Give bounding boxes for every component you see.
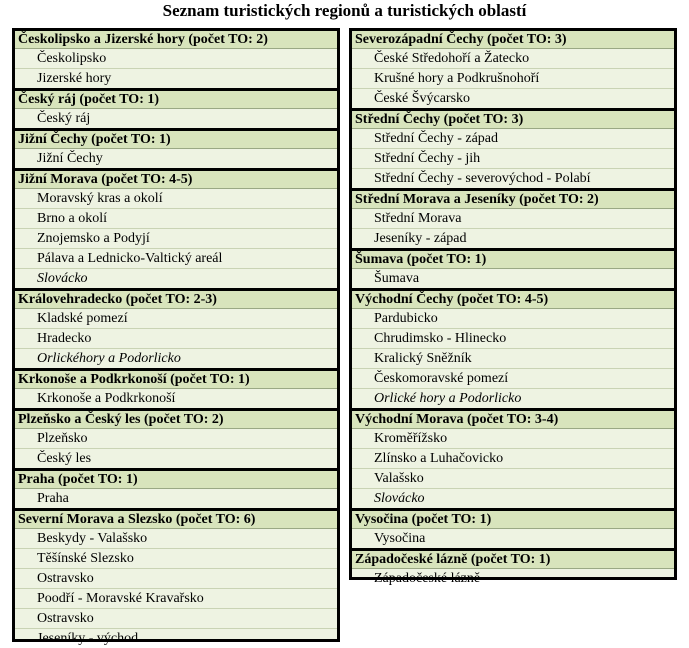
region-header: Plzeňsko a Český les (počet TO: 2): [15, 411, 337, 429]
tourist-area-item: Jižní Čechy: [37, 151, 103, 166]
left-region-column: [12, 28, 340, 646]
tourist-area-item: Jeseníky - východ: [37, 631, 139, 646]
tourist-area-item: Kladské pomezí: [15, 309, 337, 329]
region-header: Jižní Čechy (počet TO: 1): [15, 131, 337, 149]
page-title: Seznam turistických regionů a turistických oblastí: [162, 1, 527, 20]
region-block: [352, 108, 674, 188]
region-header: Praha (počet TO: 1): [15, 471, 337, 489]
tourist-area-item: Valašsko: [352, 469, 674, 489]
tourist-area-item: Orlické hory a Podorlicko: [374, 391, 522, 406]
tourist-area-item: Pálava a Lednicko-Valtický areál: [15, 249, 337, 269]
tourist-area-item: Český les: [37, 451, 92, 466]
region-block: [15, 508, 337, 648]
tourist-area-item: Těšínské Slezsko: [15, 549, 337, 569]
region-block: [352, 508, 674, 548]
region-block: [15, 368, 337, 408]
region-block: [15, 408, 337, 468]
tourist-area-item: Plzeňsko: [15, 429, 337, 449]
tourist-area-item: České Středohoří a Žatecko: [352, 49, 674, 69]
region-header: Severozápadní Čechy (počet TO: 3): [352, 31, 674, 49]
region-block: [352, 31, 674, 108]
region-header: Severní Morava a Slezsko (počet TO: 6): [15, 511, 337, 529]
tourist-area-item: Poodří - Moravské Kravařsko: [15, 589, 337, 609]
tourist-area-item: Praha: [37, 491, 69, 506]
region-header: Český ráj (počet TO: 1): [15, 91, 337, 109]
tourist-area-item: Střední Čechy - západ: [352, 129, 674, 149]
region-header: Střední Morava a Jeseníky (počet TO: 2): [352, 191, 674, 209]
right-region-column: [349, 28, 677, 586]
region-header: Střední Čechy (počet TO: 3): [352, 111, 674, 129]
tourist-area-item: Ostravsko: [15, 609, 337, 629]
region-block: [15, 128, 337, 168]
tourist-area-item: Český ráj: [37, 111, 91, 126]
tourist-area-item: Brno a okolí: [15, 209, 337, 229]
tourist-area-item: Pardubicko: [352, 309, 674, 329]
region-header: Českolipsko a Jizerské hory (počet TO: 2): [15, 31, 337, 49]
region-block: [15, 288, 337, 368]
tourist-area-item: Českolipsko: [15, 49, 337, 69]
tourist-area-item: Hradecko: [15, 329, 337, 349]
tourist-area-item: Znojemsko a Podyjí: [15, 229, 337, 249]
tourist-area-item: Střední Morava: [352, 209, 674, 229]
region-block: [352, 548, 674, 588]
tourist-area-item: Moravský kras a okolí: [15, 189, 337, 209]
region-header: Jižní Morava (počet TO: 4-5): [15, 171, 337, 189]
region-header: Východní Čechy (počet TO: 4-5): [352, 291, 674, 309]
region-block: [15, 31, 337, 88]
region-block: [352, 288, 674, 408]
tourist-area-item: Zlínsko a Luhačovicko: [352, 449, 674, 469]
tourist-area-item: Chrudimsko - Hlinecko: [352, 329, 674, 349]
tourist-area-item: Střední Čechy - jih: [352, 149, 674, 169]
region-header: Královehradecko (počet TO: 2-3): [15, 291, 337, 309]
tourist-area-item: Slovácko: [37, 271, 88, 286]
region-block: [352, 248, 674, 288]
region-block: [15, 468, 337, 508]
tourist-area-item: Kroměřížsko: [352, 429, 674, 449]
tourist-area-item: Beskydy - Valašsko: [15, 529, 337, 549]
tourist-area-item: Šumava: [374, 271, 420, 286]
tourist-area-item: Ostravsko: [15, 569, 337, 589]
tourist-area-item: Jizerské hory: [37, 71, 112, 86]
tourist-area-item: Kralický Sněžník: [352, 349, 674, 369]
region-block: [352, 188, 674, 248]
tourist-area-item: Českomoravské pomezí: [352, 369, 674, 389]
tourist-area-item: Orlickéhory a Podorlicko: [37, 351, 181, 366]
tourist-area-item: Krkonoše a Podkrkonoší: [37, 391, 176, 406]
tourist-area-item: Vysočina: [374, 531, 426, 546]
region-header: Východní Morava (počet TO: 3-4): [352, 411, 674, 429]
tourist-area-item: České Švýcarsko: [374, 91, 471, 106]
tourist-area-item: Jeseníky - západ: [374, 231, 467, 246]
tourist-area-item: Západočeské lázně: [374, 571, 481, 586]
tourist-area-item: Slovácko: [374, 491, 425, 506]
region-header: Šumava (počet TO: 1): [352, 251, 674, 269]
region-block: [352, 408, 674, 508]
region-header: Západočeské lázně (počet TO: 1): [352, 551, 674, 569]
tourist-area-item: Střední Čechy - severovýchod - Polabí: [374, 171, 591, 186]
region-header: Krkonoše a Podkrkonoší (počet TO: 1): [15, 371, 337, 389]
tourist-area-item: Krušné hory a Podkrušnohoří: [352, 69, 674, 89]
region-block: [15, 88, 337, 128]
region-header: Vysočina (počet TO: 1): [352, 511, 674, 529]
region-block: [15, 168, 337, 288]
